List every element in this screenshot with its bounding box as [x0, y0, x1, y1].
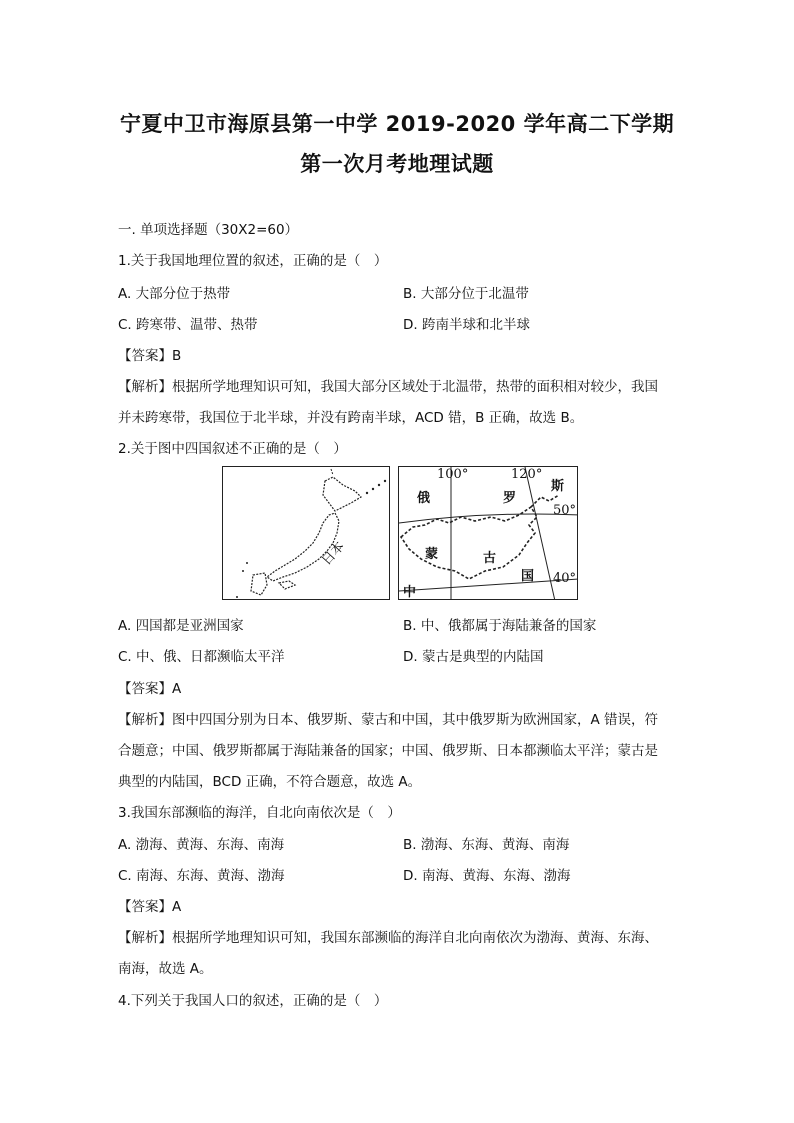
q4-stem: 4.下列关于我国人口的叙述，正确的是（ ） [118, 993, 388, 1009]
q1-option-b: B. 大部分位于北温带 [403, 286, 529, 302]
q1-analysis-2: 并未跨寒带，我国位于北半球，并没有跨南半球，ACD 错，B 正确，故选 B。 [118, 410, 584, 426]
lat-40-label: 40° [553, 571, 577, 586]
q3-option-b: B. 渤海、东海、黄海、南海 [403, 837, 570, 853]
q2-analysis-1: 【解析】图中四国分别为日本、俄罗斯、蒙古和中国，其中俄罗斯为欧洲国家，A 错误，符 [118, 712, 659, 728]
mongolia-char-1: 蒙 [425, 547, 439, 562]
q2-analysis-3: 典型的内陆国，BCD 正确，不符合题意，故选 A。 [118, 774, 422, 790]
mongolia-char-2: 古 [483, 551, 497, 566]
q3-option-d: D. 南海、黄海、东海、渤海 [403, 868, 571, 884]
q3-option-a: A. 渤海、黄海、东海、南海 [118, 837, 285, 853]
china-char-1: 中 [403, 585, 417, 600]
russia-char-2: 罗 [503, 491, 517, 506]
q2-analysis-2: 合题意；中国、俄罗斯都属于海陆兼备的国家；中国、俄罗斯、日本都濒临太平洋；蒙古是 [118, 743, 658, 759]
mongolia-map [398, 466, 578, 600]
q1-analysis-1: 【解析】根据所学地理知识可知，我国大部分区域处于北温带，热带的面积相对较少，我国 [118, 379, 658, 395]
q1-stem: 1.关于我国地理位置的叙述，正确的是（ ） [118, 253, 388, 269]
japan-map [222, 466, 390, 600]
q2-option-b: B. 中、俄都属于海陆兼备的国家 [403, 618, 597, 634]
russia-char-1: 俄 [417, 491, 431, 506]
china-char-2: 国 [521, 569, 535, 584]
lat-50-label: 50° [553, 503, 577, 518]
q2-option-d: D. 蒙古是典型的内陆国 [403, 649, 544, 665]
section-heading: 一. 单项选择题（30X2=60） [118, 222, 299, 238]
q3-analysis-2: 南海，故选 A。 [118, 961, 213, 977]
q1-option-c: C. 跨寒带、温带、热带 [118, 317, 258, 333]
title-line-1: 宁夏中卫市海原县第一中学 2019-2020 学年高二下学期 [119, 112, 675, 136]
lon-100-label: 100° [437, 467, 469, 482]
q1-option-d: D. 跨南半球和北半球 [403, 317, 530, 333]
q2-option-c: C. 中、俄、日都濒临太平洋 [118, 649, 285, 665]
japan-outline [223, 467, 390, 600]
title-line-2: 第一次月考地理试题 [300, 152, 494, 176]
q2-answer: 【答案】A [118, 681, 182, 697]
lon-120-label: 120° [511, 467, 543, 482]
q3-answer: 【答案】A [118, 899, 182, 915]
japan-label: 日本 [319, 539, 348, 569]
q3-option-c: C. 南海、东海、黄海、渤海 [118, 868, 285, 884]
q3-stem: 3.我国东部濒临的海洋，自北向南依次是（ ） [118, 805, 401, 821]
q2-stem: 2.关于图中四国叙述不正确的是（ ） [118, 441, 347, 457]
russia-char-3: 斯 [551, 479, 565, 494]
q2-option-a: A. 四国都是亚洲国家 [118, 618, 244, 634]
q1-option-a: A. 大部分位于热带 [118, 286, 231, 302]
q3-analysis-1: 【解析】根据所学地理知识可知，我国东部濒临的海洋自北向南依次为渤海、黄海、东海、 [118, 930, 658, 946]
q1-answer: 【答案】B [118, 348, 182, 364]
